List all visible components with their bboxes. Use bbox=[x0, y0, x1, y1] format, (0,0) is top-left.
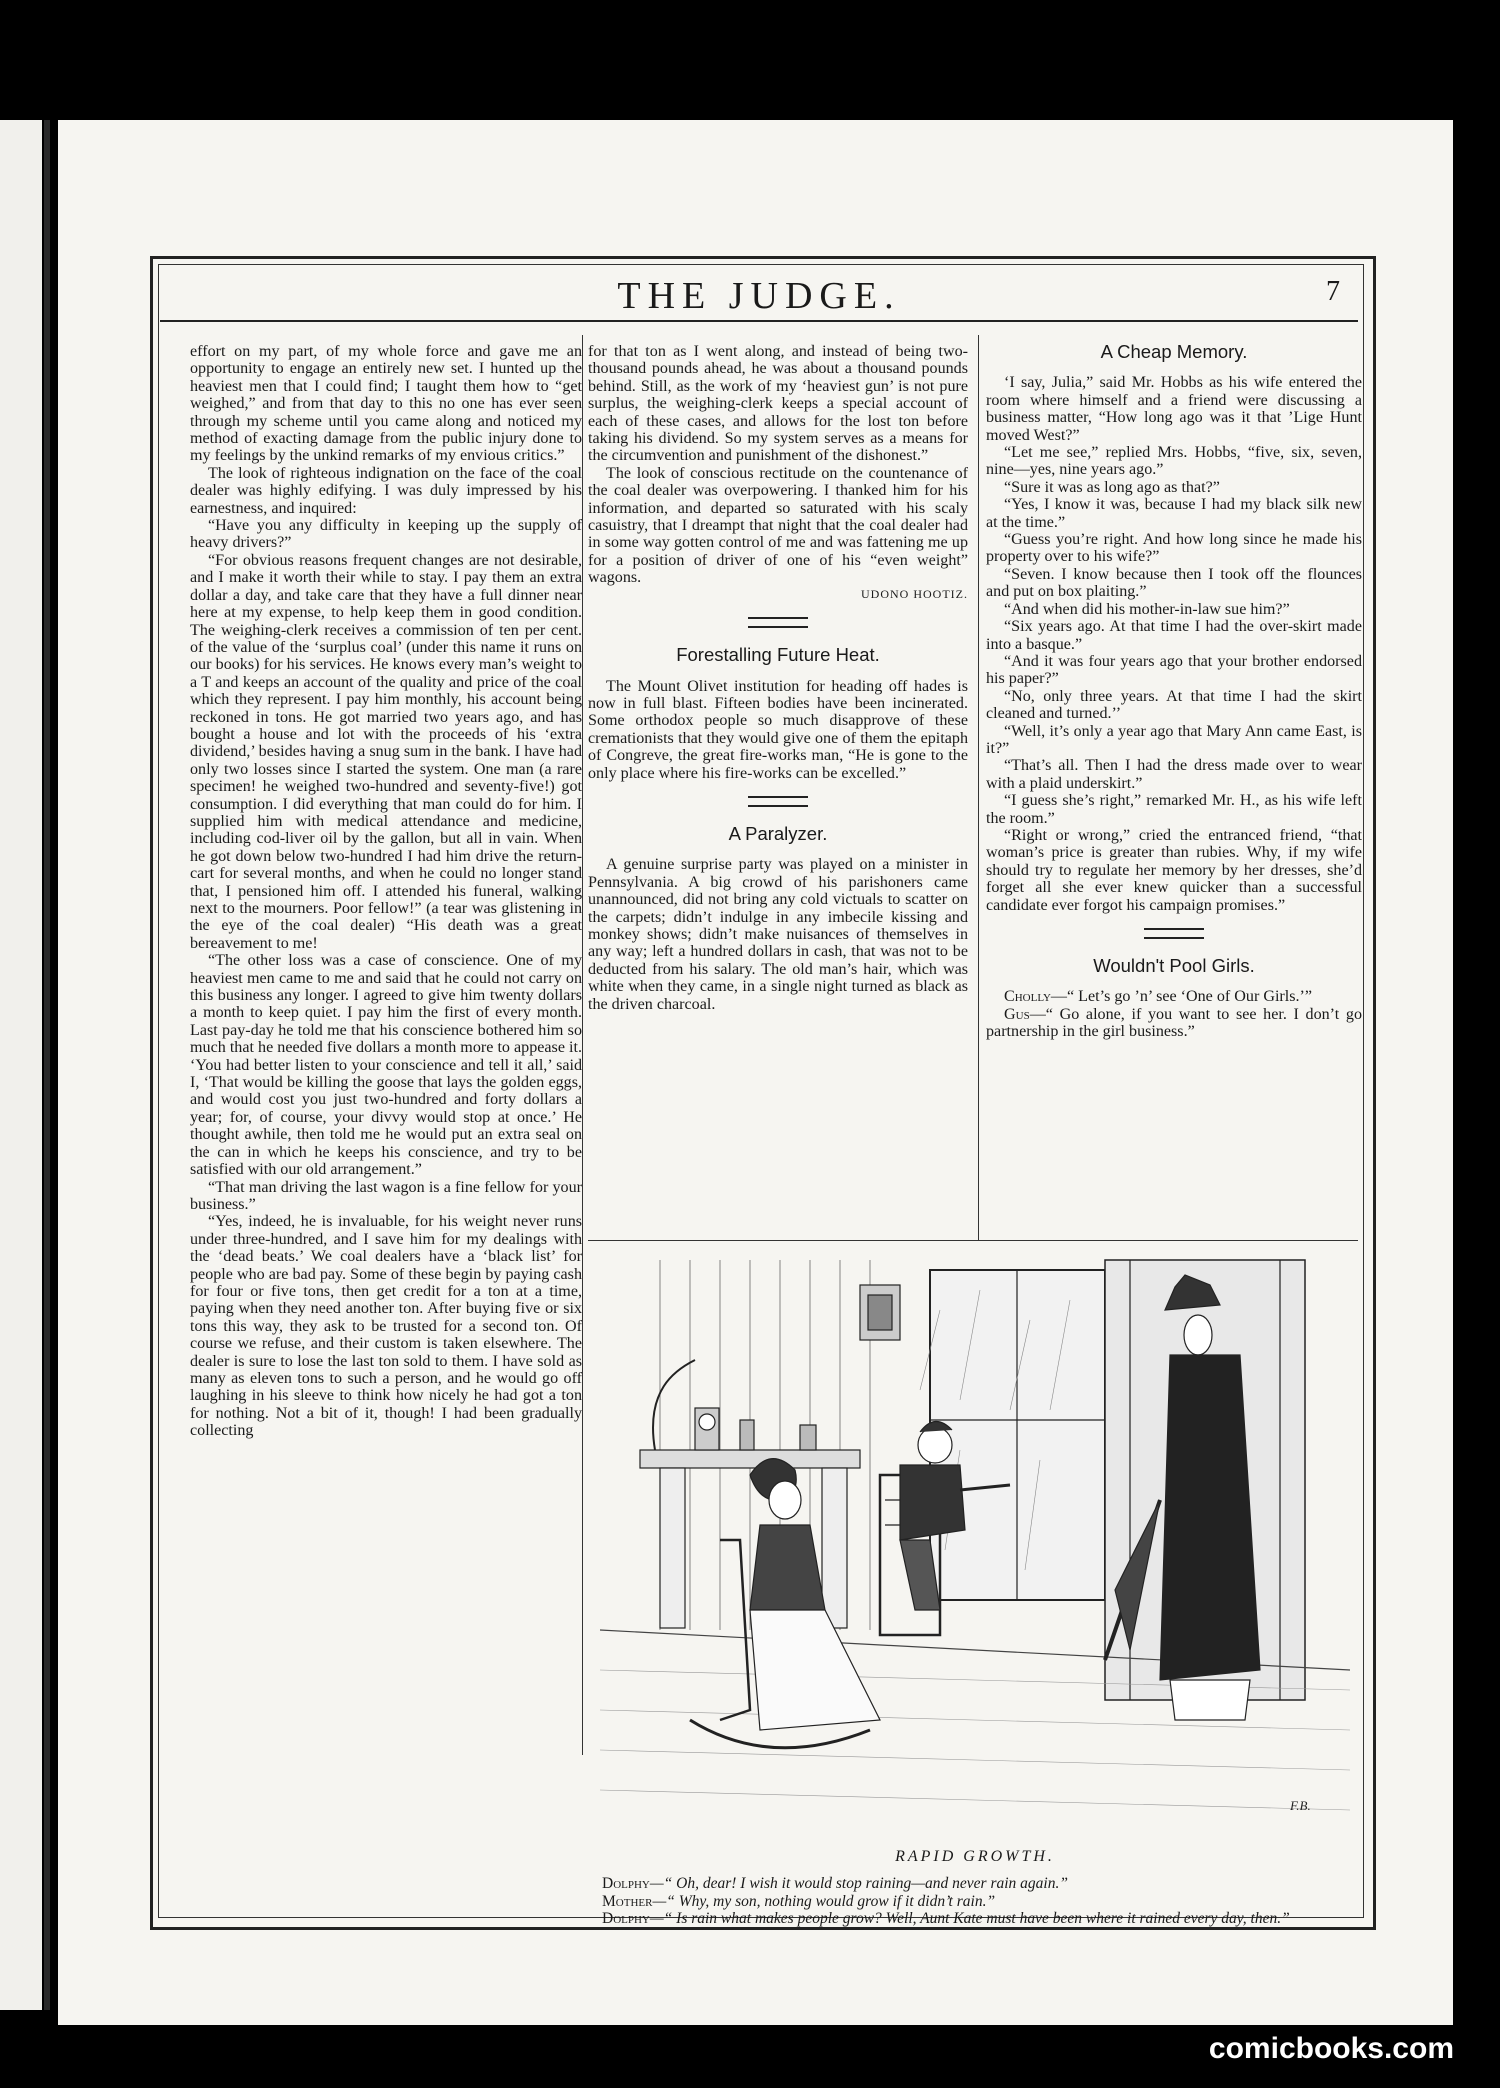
column-1 bbox=[190, 343, 582, 1440]
article-title: A Paralyzer. bbox=[728, 822, 828, 844]
site-watermark: comicbooks.com bbox=[1208, 2032, 1454, 2065]
paragraph: “Let me see,” replied Mrs. Hobbs, “five, six, seven, nine—yes, nine years ago.” bbox=[986, 444, 1362, 479]
cartoon-illustration bbox=[600, 1250, 1350, 1840]
paragraph: “Yes, I know it was, because I had my black silk new at the time.” bbox=[986, 496, 1362, 531]
paragraph: “Sure it was as long ago as that?” bbox=[1004, 478, 1220, 496]
paragraph: “For obvious reasons frequent changes are not desirable, and I make it worth their while to stay. I pay them an extra dollar a day, and take care that they have a full dinner near here at my expense, to help keep them in good condition. The weighing-clerk receives a commission of ten per cent. of the value of the ‘surplus coal’ (under this name it runs on our books) for his services. He knows every man’s weight to a T and keeps an account of the quality and price of the coal which they represent. I pay him monthly, his account being reckoned in tons. He got married two years ago, and has bought a house and lot with the proceeds of his ‘extra dividend,’ besides having a snug sum in the bank. I have had only two losses since I started the system. One man (a rare specimen! he weighed two-hundred and seventy-five!) got consumption. I did everything that man could do for him. I supplied him with medical attendance and medicine, including cod-liver oil by the gallon, but all in vain. When he got down below two-hundred I had him drive the return-cart for several months, and when he could no longer stand that, I pensioned him off. I attended his funeral, walking next to the mourners. Poor fellow!” (a tear was glistening in the eye of the coal dealer) “His death was a great bereavement to me! bbox=[190, 551, 582, 952]
section-divider bbox=[1144, 928, 1204, 939]
masthead-title: THE JUDGE. bbox=[617, 275, 901, 317]
paragraph: for that ton as I went along, and instead of being two-thousand pounds ahead, he was about a thousand pounds behind. Still, as the work of my ‘heaviest gun’ is not pure surplus, the weighing-clerk keeps a special account of each of these cases, and allows for the lost ton before taking his dividend. So my system serves as a means for the circumvention and punishment of the dishonest.” bbox=[588, 343, 968, 465]
paragraph: “Seven. I know because then I took off the flounces and put on box plaiting.” bbox=[986, 565, 1362, 601]
speaker-name: Gus bbox=[1004, 1005, 1030, 1023]
speaker-name: Cholly bbox=[1004, 988, 1051, 1006]
paragraph: “Guess you’re right. And how long since he made his property over to his wife?” bbox=[986, 531, 1362, 566]
paragraph: effort on my part, of my whole force and gave me an opportunity to engage an entirely new set. I hunted up the heaviest men that I could find; I taught them how to “get weighed,” and from that day to this no one has ever seen through my scheme until you came along and noticed my method of exacting damage from the public injury done to my feelings by the unkind remarks of my envious critics.” bbox=[190, 343, 582, 465]
paragraph: ‘I say, Julia,” said Mr. Hobbs as his wife entered the room where himself and a friend were discussing a business matter, “How long ago was it that ’Lige Hunt moved West?” bbox=[986, 374, 1362, 444]
mother-figure bbox=[690, 1459, 880, 1748]
paragraph: “Well, it’s only a year ago that Mary Ann came East, is it?” bbox=[986, 722, 1362, 757]
paragraph: “I guess she’s right,” remarked Mr. H., as his wife left the room.” bbox=[986, 792, 1362, 827]
paragraph: The Mount Olivet institution for heading off hades is now in full blast. Fifteen bodies have been incinerated. Some orthodox people so much disapprove of these cremationists that they would give one of them the epitaph of Congreve, the great fire-works man, “He is gone to the only place where his fire-works can be excelled.” bbox=[588, 677, 968, 782]
paragraph: “And it was four years ago that your brother endorsed his paper?” bbox=[986, 652, 1362, 688]
page-number: 7 bbox=[1326, 276, 1340, 307]
article-title: Wouldn't Pool Girls. bbox=[1093, 955, 1255, 976]
paragraph: “Have you any difficulty in keeping up the supply of heavy drivers?” bbox=[190, 517, 582, 552]
paragraph: “That man driving the last wagon is a fine fellow for your business.” bbox=[190, 1178, 582, 1213]
paragraph: “No, only three years. At that time I had the skirt cleaned and turned.’’ bbox=[986, 687, 1362, 723]
paragraph: “And when did his mother-in-law sue him?” bbox=[1004, 600, 1290, 618]
column-2 bbox=[588, 343, 968, 1013]
speaker-name: Mother bbox=[602, 1892, 653, 1910]
caption-text: —“ Why, my son, nothing would grow if it didn’t rain.” bbox=[652, 1892, 996, 1910]
masthead bbox=[160, 266, 1358, 322]
dialogue-line bbox=[986, 988, 1362, 1005]
dialogue-text: —“ Go alone, if you want to see her. I don’t go partnership in the girl business.” bbox=[986, 1005, 1362, 1041]
section-divider bbox=[748, 617, 808, 628]
paragraph: “The other loss was a case of conscience. One of my heaviest men came to me and said that he could not carry on this business any longer. I agreed to give him twenty dollars a month to keep quiet. I pay him the first of every month. Last pay-day he told me that his conscience bothered him so much that he needed five dollars a month more to appease it. ‘You had better listen to your conscience and tell it all,’ said I, ‘That would be killing the goose that lays the golden eggs, and would cost you just two-hundred and forty dollars a year; for, of course, your divvy would stop at once.’ He thought awhile, then told me he would put an extra seal on the can in which he keeps his conscience, and try to be satisfied with our old arrangement.” bbox=[190, 952, 582, 1179]
article-title: A Cheap Memory. bbox=[1100, 341, 1248, 362]
page-gutter bbox=[44, 120, 50, 2010]
speaker-name: Dolphy bbox=[602, 1875, 650, 1892]
author-signature: UDONO HOOTIZ. bbox=[861, 586, 968, 601]
paragraph: “That’s all. Then I had the dress made over to wear with a plaid underskirt.” bbox=[986, 757, 1362, 792]
paragraph: A genuine surprise party was played on a minister in Pennsylvania. A big crowd of his parishoners came unannounced, did not bring any cold victuals to scatter on the carpets; didn’t indulge in any imbecile kissing and monkey shows; didn’t make nuisances of themselves in any way; left a hundred dollars in cash, that was not to be deducted from his salary. The old man’s hair, which was white when they came, in a single night turned as black as the driven charcoal. bbox=[588, 856, 968, 1013]
article-title: Forestalling Future Heat. bbox=[676, 644, 880, 666]
artist-signature: F.B. bbox=[1290, 1798, 1311, 1813]
adjacent-page-edge bbox=[0, 120, 42, 2010]
column-3 bbox=[986, 343, 1362, 1041]
mantel-shelf bbox=[640, 1450, 860, 1468]
dialogue-text: —“ Let’s go ’n’ see ‘One of Our Girls.’” bbox=[1050, 988, 1313, 1006]
paragraph: The look of righteous indignation on the face of the coal dealer was highly edifying. I was duly impressed by his earnestness, and inquired: bbox=[190, 464, 582, 517]
cartoon-top-rule bbox=[588, 1240, 1358, 1241]
paragraph: The look of conscious rectitude on the countenance of the coal dealer was overpowering. I thanked him for his information, and departed so saturated with his scaly casuistry, that I dreampt that night that the coal dealer had in some way gotten control of me and was fattening me up for a position of driver of one of his “even weight” wagons. bbox=[588, 464, 968, 587]
cartoon-title: RAPID GROWTH. bbox=[895, 1848, 1055, 1865]
caption-line bbox=[602, 1910, 1352, 1928]
column-rule bbox=[978, 335, 979, 1240]
caption-text: —“ Is rain what makes people grow? Well, Aunt Kate must have been where it rained every day, then.” bbox=[649, 1910, 1290, 1927]
paragraph: “Right or wrong,” cried the entranced friend, “that woman’s price is greater than rubies. Why, if my wife should try to regulate her memory by her dresses, she’d forget all she ever knew quicker than a successful candidate ever forgot his campaign promises.” bbox=[986, 826, 1362, 914]
cartoon-caption bbox=[602, 1875, 1352, 1928]
speaker-name: Dolphy bbox=[602, 1910, 650, 1927]
paragraph: “Six years ago. At that time I had the over-skirt made into a basque.” bbox=[986, 618, 1362, 653]
paragraph: “Yes, indeed, he is invaluable, for his weight never runs under three-hundred, and I save him for my dealings with the ‘dead beats.’ We coal dealers have a ‘black list’ for people who are bad pay. Some of these begin by paying cash for four or five tons, then get credit for a ton at a time, paying when they need another ton. After buying five or six tons this way, they ask to be trusted for a second ton. Of course we refuse, and their custom is taken elsewhere. The dealer is sure to lose the last ton sold to them. I have sold as many as eleven tons to such a person, and he would go off laughing in his sleeve to think how nicely he had got a ton for nothing. Not a bit of it, though! I had been gradually collecting bbox=[190, 1213, 582, 1440]
caption-text: —“ Oh, dear! I wish it would stop raining—and never rain again.” bbox=[649, 1875, 1068, 1892]
dialogue-line bbox=[986, 1006, 1362, 1041]
caption-line bbox=[602, 1893, 1352, 1911]
section-divider bbox=[748, 796, 808, 807]
column-rule bbox=[582, 335, 583, 1755]
caption-line bbox=[602, 1875, 1352, 1893]
